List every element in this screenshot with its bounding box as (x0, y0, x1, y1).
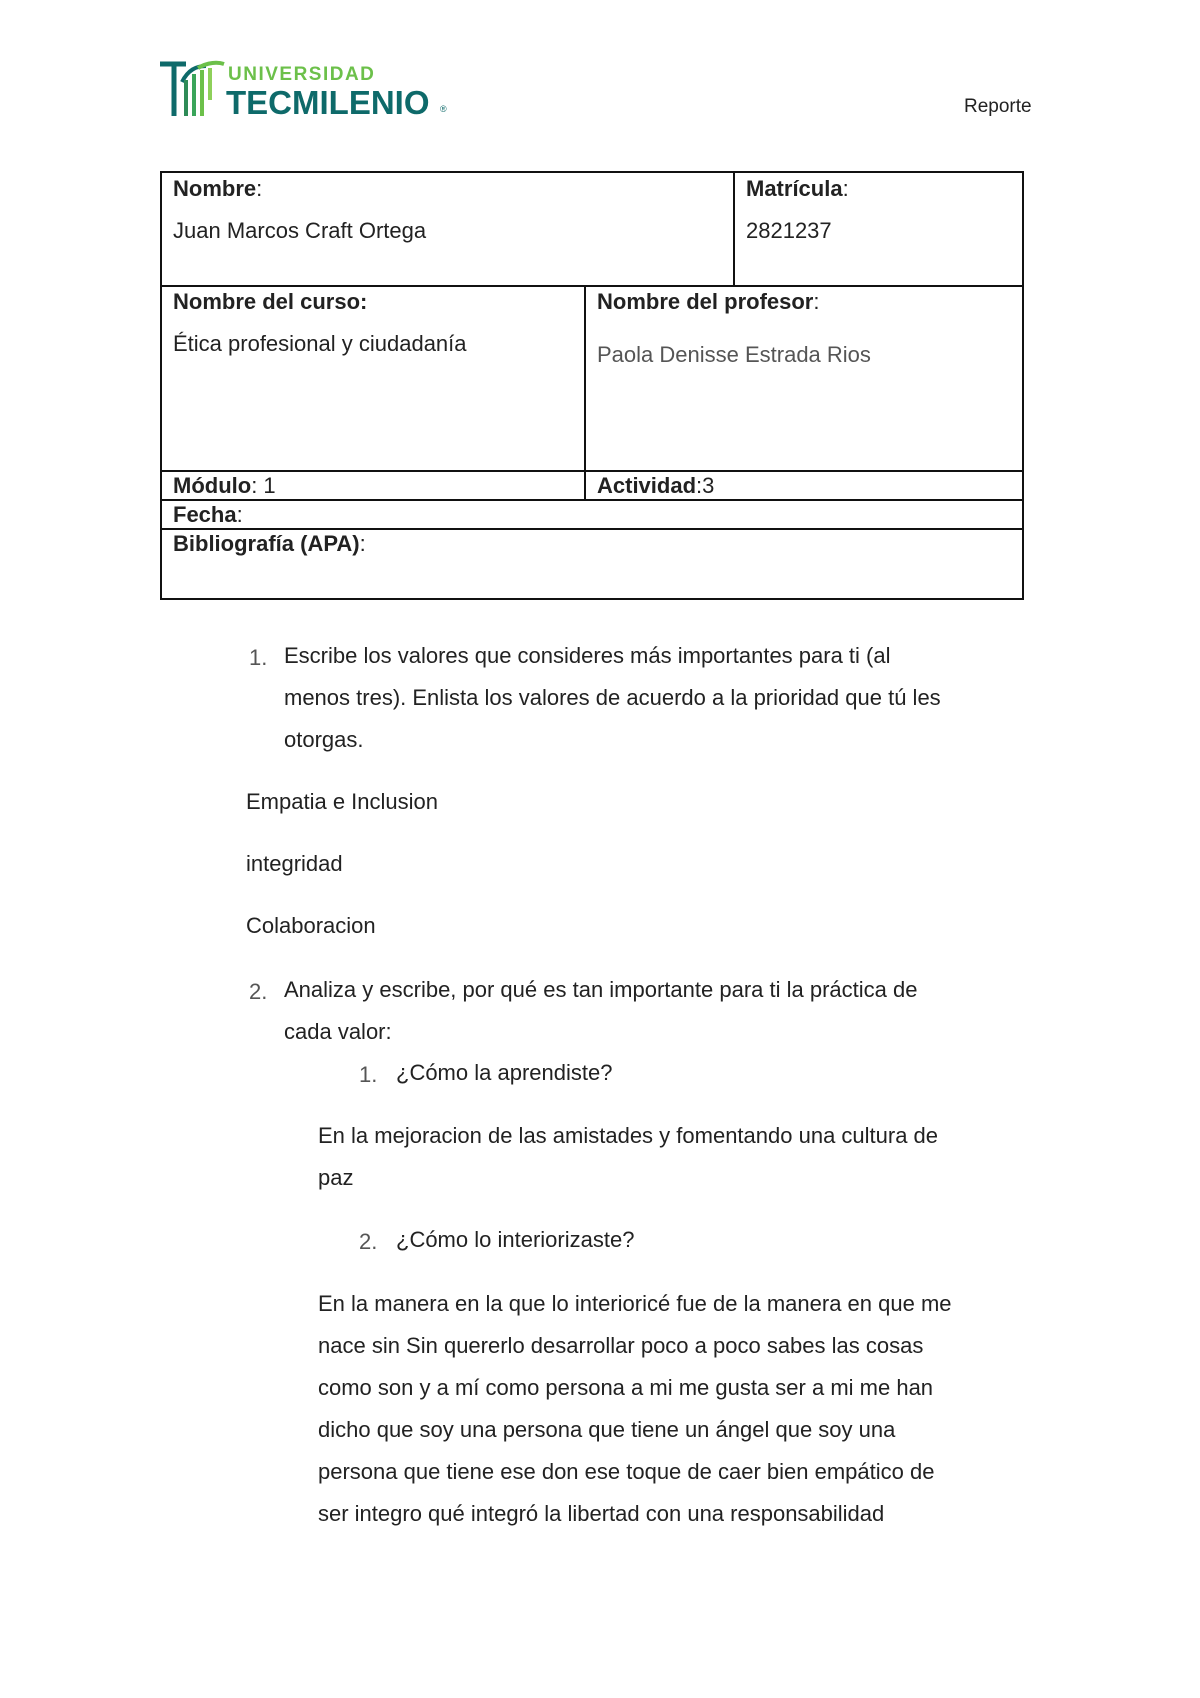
subquestion-2-text: ¿Cómo lo interiorizaste? (396, 1227, 635, 1252)
logo-text-bottom: TECMILENIO (226, 84, 430, 121)
matricula-value: 2821237 (746, 218, 832, 243)
matricula-label: Matrícula: (746, 176, 849, 201)
document-type-label: Reporte (964, 96, 1032, 117)
table-divider (162, 499, 1022, 501)
value-item: integridad (246, 851, 343, 876)
curso-value: Ética profesional y ciudadanía (173, 331, 467, 356)
fecha-label: Fecha: (173, 502, 243, 527)
answer-2: En la manera en la que lo interioricé fue de la manera en que me nace sin Sin quererlo desarrollar poco a poco sabes las cosas como son y a mí como persona a mi me gusta ser a mi me han dicho que soy una persona que tiene un ángel que soy una persona que tiene ese don ese toque de caer bien empático de ser integro qué integró la libertad con una responsabilidad (318, 1291, 952, 1526)
question-2-text: Analiza y escribe, por qué es tan importante para ti la práctica de cada valor: (284, 977, 918, 1044)
nombre-value: Juan Marcos Craft Ortega (173, 218, 427, 243)
profesor-label: Nombre del profesor: (597, 289, 820, 314)
question-2-number: 2. (249, 979, 268, 1004)
modulo-label: Módulo: 1 (173, 473, 276, 498)
profesor-value: Paola Denisse Estrada Rios (597, 342, 871, 367)
bibliografia-label: Bibliografía (APA): (173, 531, 366, 556)
table-divider (162, 470, 1022, 472)
table-divider (162, 285, 1022, 287)
question-1-number: 1. (249, 645, 268, 670)
subquestion-2-number: 2. (359, 1229, 378, 1254)
curso-label: Nombre del curso: (173, 289, 368, 314)
subquestion-1-number: 1. (359, 1062, 378, 1087)
question-1-text: Escribe los valores que consideres más importantes para ti (al menos tres). Enlista los valores de acuerdo a la prioridad que tú les otorgas. (284, 643, 941, 752)
tecmilenio-mark-icon (158, 60, 228, 128)
student-info-table (160, 171, 1024, 600)
registered-mark: ® (440, 104, 447, 114)
logo-text-top: UNIVERSIDAD (228, 64, 376, 85)
university-logo (158, 60, 458, 128)
table-divider (162, 528, 1022, 530)
value-item: Empatia e Inclusion (246, 789, 438, 814)
actividad-label: Actividad:3 (597, 473, 715, 498)
table-divider (733, 173, 735, 286)
subquestion-1-text: ¿Cómo la aprendiste? (396, 1060, 613, 1085)
value-item: Colaboracion (246, 913, 376, 938)
nombre-label: Nombre: (173, 176, 263, 201)
answer-1: En la mejoracion de las amistades y fomentando una cultura de paz (318, 1123, 939, 1190)
table-divider (584, 285, 586, 500)
